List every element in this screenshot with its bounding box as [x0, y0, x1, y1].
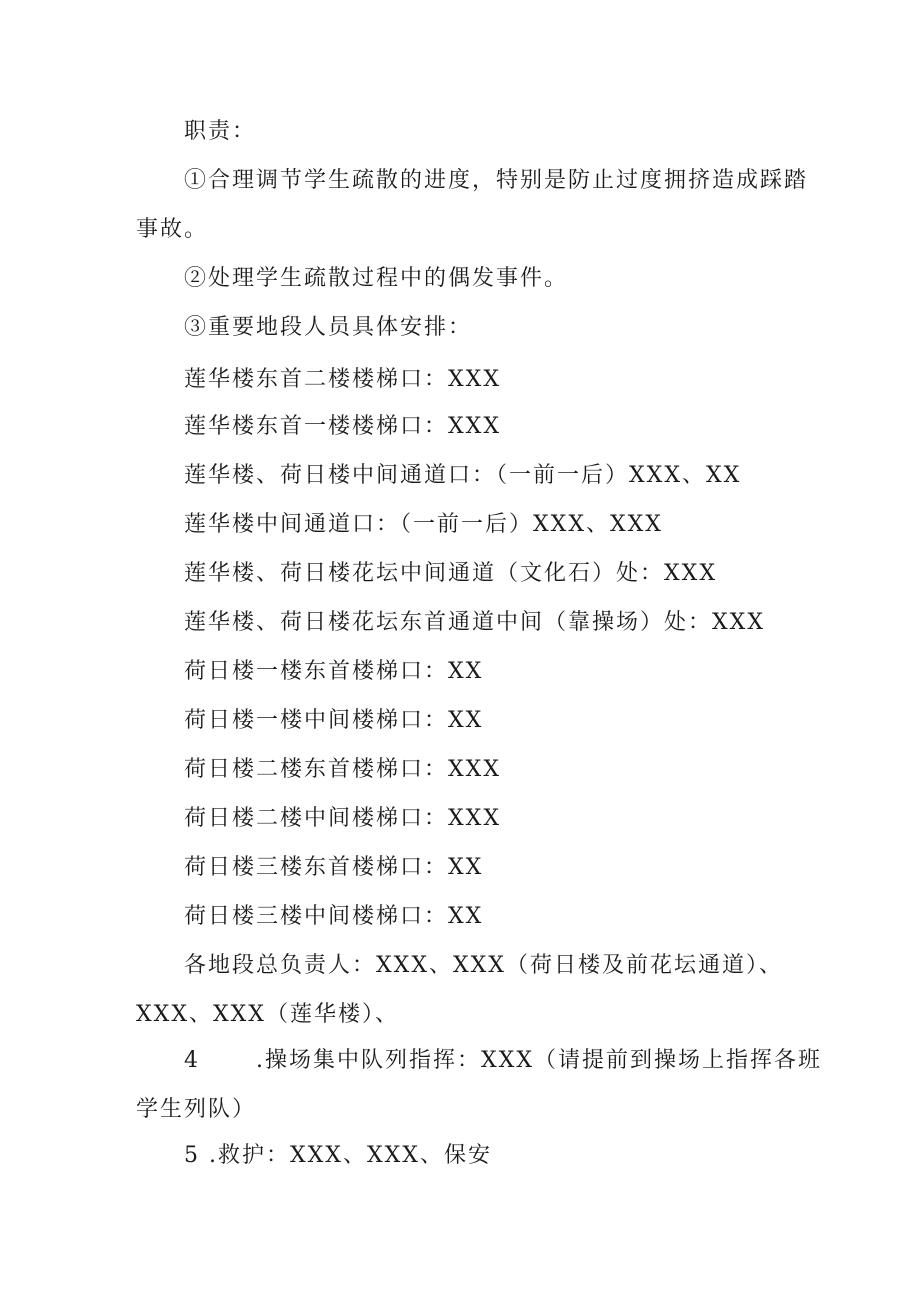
assignment-line: 荷日楼二楼东首楼梯口：XXX	[184, 757, 501, 782]
item-1-line-1: ①合理调节学生疏散的进度，特别是防止过度拥挤造成踩踏	[184, 168, 809, 193]
assignment-line: 莲华楼、荷日楼中间通道口：（一前一后）XXX、XX	[184, 463, 742, 488]
assignment-line: 荷日楼三楼中间楼梯口：XX	[184, 904, 484, 929]
assignment-line: 莲华楼中间通道口：（一前一后）XXX、XXX	[184, 512, 663, 537]
assignment-line: 莲华楼、荷日楼花坛中间通道（文化石）处：XXX	[184, 561, 717, 586]
item-4-line-1	[184, 1046, 822, 1076]
assignment-line: 荷日楼一楼中间楼梯口：XX	[184, 708, 484, 733]
assignment-line: 荷日楼二楼中间楼梯口：XXX	[184, 806, 501, 831]
assignment-line: 荷日楼一楼东首楼梯口：XX	[184, 659, 484, 684]
item-3: ③重要地段人员具体安排：	[184, 315, 473, 340]
assignment-line: 莲华楼、荷日楼花坛东首通道中间（靠操场）处：XXX	[184, 610, 765, 635]
item-4-text: .操场集中队列指挥：XXX（请提前到操场上指挥各班	[256, 1048, 822, 1073]
item-2: ②处理学生疏散过程中的偶发事件。	[184, 266, 569, 291]
item-5: 5 .救护：XXX、XXX、保安	[184, 1143, 492, 1168]
assignment-line: 莲华楼东首二楼楼梯口：XXX	[184, 367, 501, 392]
overall-responsible-line-2: XXX、XXX（莲华楼）、	[136, 1002, 399, 1027]
item-4-line-2: 学生列队）	[136, 1097, 257, 1122]
assignment-line: 荷日楼三楼东首楼梯口：XX	[184, 855, 484, 880]
overall-responsible-line-1: 各地段总负责人：XXX、XXX（荷日楼及前花坛通道）、	[184, 953, 783, 978]
item-4-number: 4	[184, 1048, 200, 1073]
item-1-line-2: 事故。	[136, 217, 209, 242]
section-heading: 职责：	[184, 119, 257, 144]
assignment-line: 莲华楼东首一楼楼梯口：XXX	[184, 414, 501, 439]
